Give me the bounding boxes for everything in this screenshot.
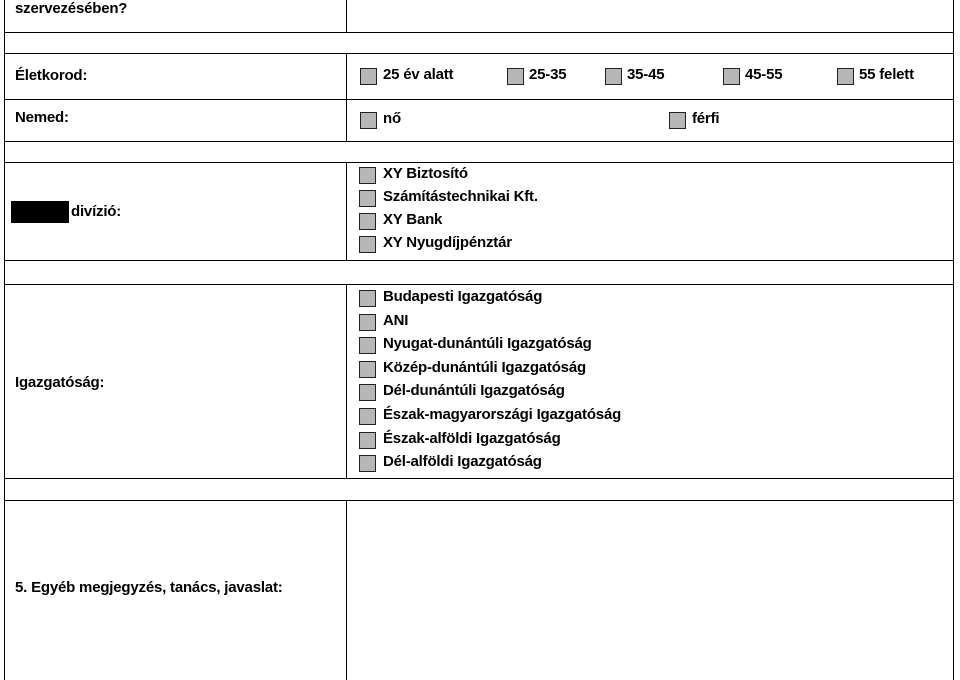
gender-option-label: férfi <box>692 110 720 127</box>
division-option-label: XY Nyugdíjpénztár <box>383 234 512 251</box>
age-option-label: 35-45 <box>627 66 665 83</box>
checkbox[interactable] <box>837 68 854 85</box>
checkbox[interactable] <box>359 236 376 253</box>
checkbox[interactable] <box>360 112 377 129</box>
checkbox[interactable] <box>359 408 376 425</box>
directorate-option-label: Észak-magyarországi Igazgatóság <box>383 406 622 423</box>
directorate-options <box>347 285 953 478</box>
division-option-label: XY Bank <box>383 211 443 228</box>
age-option-label: 45-55 <box>745 66 783 83</box>
directorate-option-label: Dél-dunántúli Igazgatóság <box>383 382 565 399</box>
row-age <box>4 53 954 99</box>
division-label: divízió: <box>71 203 122 220</box>
checkbox[interactable] <box>359 213 376 230</box>
checkbox[interactable] <box>605 68 622 85</box>
checkbox[interactable] <box>359 290 376 307</box>
checkbox[interactable] <box>723 68 740 85</box>
row-comments <box>4 500 954 680</box>
label-cell <box>5 163 347 260</box>
checkbox[interactable] <box>359 190 376 207</box>
checkbox[interactable] <box>359 314 376 331</box>
checkbox[interactable] <box>359 167 376 184</box>
directorate-option-label: Budapesti Igazgatóság <box>383 288 543 305</box>
comments-label: 5. Egyéb megjegyzés, tanács, javaslat: <box>15 579 283 596</box>
separator-row <box>4 478 954 500</box>
separator-row <box>4 260 954 284</box>
label-cell <box>5 501 347 680</box>
age-option-label: 25-35 <box>529 66 567 83</box>
directorate-option-label: Közép-dunántúli Igazgatóság <box>383 359 586 376</box>
checkbox[interactable] <box>507 68 524 85</box>
checkbox[interactable] <box>359 337 376 354</box>
question-continuation-text: szervezésében? <box>15 0 128 17</box>
age-label: Életkorod: <box>15 67 88 84</box>
division-options <box>347 163 953 260</box>
gender-option-label: nő <box>383 110 401 127</box>
label-cell <box>5 54 347 99</box>
redacted-text <box>11 201 69 223</box>
checkbox[interactable] <box>359 384 376 401</box>
directorate-label: Igazgatóság: <box>15 374 105 391</box>
row-question-continuation <box>4 0 954 32</box>
checkbox[interactable] <box>359 432 376 449</box>
comments-answer-area[interactable] <box>347 501 953 680</box>
row-directorate <box>4 284 954 478</box>
checkbox[interactable] <box>359 361 376 378</box>
age-option-label: 55 felett <box>859 66 914 83</box>
gender-label: Nemed: <box>15 109 69 126</box>
directorate-option-label: ANI <box>383 312 409 329</box>
row-division <box>4 162 954 260</box>
label-cell <box>5 0 347 32</box>
gender-options <box>347 100 953 141</box>
age-option-label: 25 év alatt <box>383 66 454 83</box>
label-cell <box>5 285 347 478</box>
label-cell <box>5 100 347 141</box>
directorate-option-label: Észak-alföldi Igazgatóság <box>383 430 561 447</box>
division-option-label: Számítástechnikai Kft. <box>383 188 538 205</box>
checkbox[interactable] <box>360 68 377 85</box>
division-option-label: XY Biztosító <box>383 165 468 182</box>
age-options <box>347 54 953 99</box>
directorate-option-label: Nyugat-dunántúli Igazgatóság <box>383 335 592 352</box>
separator-row <box>4 141 954 162</box>
checkbox[interactable] <box>359 455 376 472</box>
survey-form <box>4 0 954 680</box>
row-gender <box>4 99 954 141</box>
checkbox[interactable] <box>669 112 686 129</box>
answer-cell[interactable] <box>347 0 953 32</box>
separator-row <box>4 32 954 53</box>
directorate-option-label: Dél-alföldi Igazgatóság <box>383 453 542 470</box>
